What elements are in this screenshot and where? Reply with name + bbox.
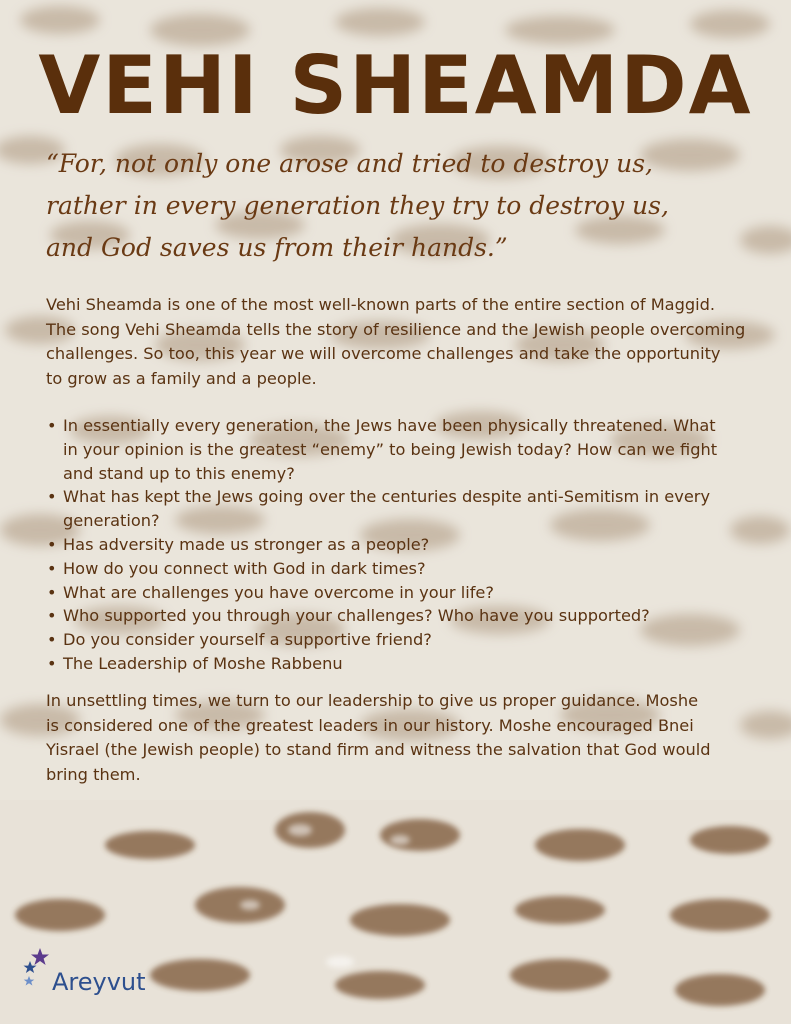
list-item-line: • Has adversity made us stronger as a people? (63, 534, 430, 554)
list-item-line: • What are challenges you have overcome in your life? (63, 582, 494, 602)
list-item (46, 485, 766, 533)
list-item (46, 581, 766, 605)
list-item-line: • The Leadership of Moshe Rabbenu (63, 653, 343, 673)
logo-text: Areyvut (52, 968, 146, 996)
intro-line: The song Vehi Sheamda tells the story of resilience and the Jewish people overcoming (46, 319, 746, 339)
closing-line: In unsettling times, we turn to our leadership to give us proper guidance. Moshe (46, 691, 699, 710)
list-item (46, 557, 766, 581)
quote-line: rather in every generation they try to destroy us, (46, 191, 669, 220)
list-item-line: and stand up to this enemy? (63, 463, 295, 483)
list-item (46, 533, 766, 557)
closing-line: bring them. (46, 764, 141, 784)
list-item-line: • Who supported you through your challenges? Who have you supported? (63, 606, 650, 626)
list-item (46, 652, 766, 676)
quote-line: “For, not only one arose and tried to destroy us, (46, 149, 654, 178)
list-item-line: • How do you connect with God in dark times? (63, 558, 426, 578)
quote-line: and God saves us from their hands.” (46, 233, 508, 262)
closing-line: is considered one of the greatest leaders in our history. Moshe encouraged Bnei (46, 715, 694, 735)
list-item (46, 628, 766, 652)
list-item-line: • What has kept the Jews going over the centuries despite anti-Semitism in every (63, 487, 711, 507)
list-item-line: • In essentially every generation, the Jews have been physically threatened. What (63, 416, 716, 435)
closing-paragraph (46, 689, 746, 787)
areyvut-logo (20, 946, 160, 1002)
intro-line: Vehi Sheamda is one of the most well-known parts of the entire section of Maggid. (46, 295, 716, 314)
intro-line: to grow as a family and a people. (46, 368, 317, 388)
page-title: VEHI SHEAMDA (38, 39, 753, 132)
list-item (46, 414, 766, 485)
list-item-line: generation? (63, 511, 160, 531)
quote (46, 143, 766, 269)
list-item-line: in your opinion is the greatest “enemy” to being Jewish today? How can we fight (63, 439, 718, 459)
list-item-line: • Do you consider yourself a supportive friend? (63, 630, 432, 650)
discussion-questions (46, 414, 766, 676)
closing-line: Yisrael (the Jewish people) to stand firm and witness the salvation that God would (46, 740, 711, 759)
intro-paragraph (46, 293, 766, 391)
intro-line: challenges. So too, this year we will overcome challenges and take the opportunity (46, 344, 721, 363)
list-item (46, 604, 766, 628)
